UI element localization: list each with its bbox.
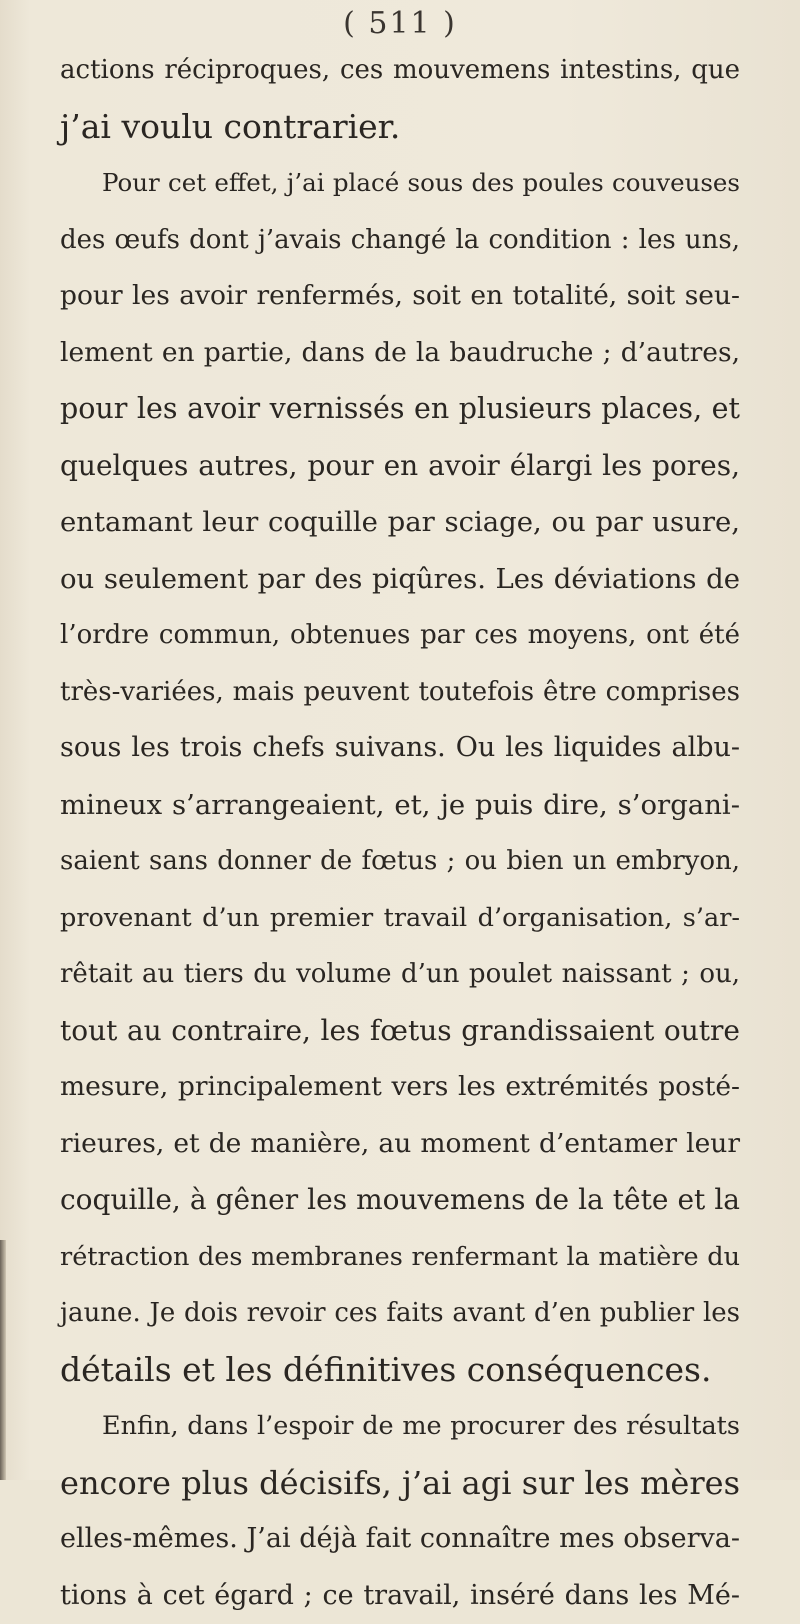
- text-line: provenant d’un premier travail d’organisation, s’ar-: [60, 890, 740, 947]
- page-edge-shadow: [0, 1240, 6, 1480]
- text-line: j’ai voulu contrarier.: [60, 99, 740, 156]
- text-line: pour les avoir vernissés en plusieurs places, et: [60, 381, 740, 438]
- text-line: actions réciproques, ces mouvemens intestins, que: [60, 42, 740, 99]
- text-line: ou seulement par des piqûres. Les déviations de: [60, 551, 740, 608]
- text-line: tions à cet égard ; ce travail, inséré dans les Mé-: [60, 1568, 740, 1624]
- text-line: sous les trois chefs suivans. Ou les liquides albu-: [60, 720, 740, 777]
- text-line: l’ordre commun, obtenues par ces moyens, ont été: [60, 607, 740, 664]
- text-line: quelques autres, pour en avoir élargi les pores,: [60, 438, 740, 495]
- text-line: Pour cet effet, j’ai placé sous des poules couveuses: [60, 155, 740, 212]
- body-text: [60, 42, 740, 1624]
- text-line: mesure, principalement vers les extrémités posté-: [60, 1059, 740, 1116]
- text-line: rétraction des membranes renfermant la matière du: [60, 1229, 740, 1286]
- text-line: jaune. Je dois revoir ces faits avant d’en publier les: [60, 1285, 740, 1342]
- text-line: tout au contraire, les fœtus grandissaient outre: [60, 1003, 740, 1060]
- text-line: lement en partie, dans de la baudruche ; d’autres,: [60, 325, 740, 382]
- page-number: ( 511 ): [0, 6, 800, 41]
- text-line: Enfin, dans l’espoir de me procurer des résultats: [60, 1398, 740, 1455]
- text-line: elles-mêmes. J’ai déjà fait connaître mes observa-: [60, 1511, 740, 1568]
- text-line: saient sans donner de fœtus ; ou bien un embryon,: [60, 833, 740, 890]
- text-line: encore plus décisifs, j’ai agi sur les mères: [60, 1455, 740, 1512]
- text-line: rieures, et de manière, au moment d’entamer leur: [60, 1116, 740, 1173]
- text-line: pour les avoir renfermés, soit en totalité, soit seu-: [60, 268, 740, 325]
- text-line: entamant leur coquille par sciage, ou par usure,: [60, 494, 740, 551]
- text-line: rêtait au tiers du volume d’un poulet naissant ; ou,: [60, 946, 740, 1003]
- text-line: détails et les définitives conséquences.: [60, 1342, 740, 1399]
- text-line: coquille, à gêner les mouvemens de la tête et la: [60, 1172, 740, 1229]
- text-line: très-variées, mais peuvent toutefois être comprises: [60, 664, 740, 721]
- text-line: mineux s’arrangeaient, et, je puis dire, s’organi-: [60, 777, 740, 834]
- text-line: des œufs dont j’avais changé la condition : les uns,: [60, 212, 740, 269]
